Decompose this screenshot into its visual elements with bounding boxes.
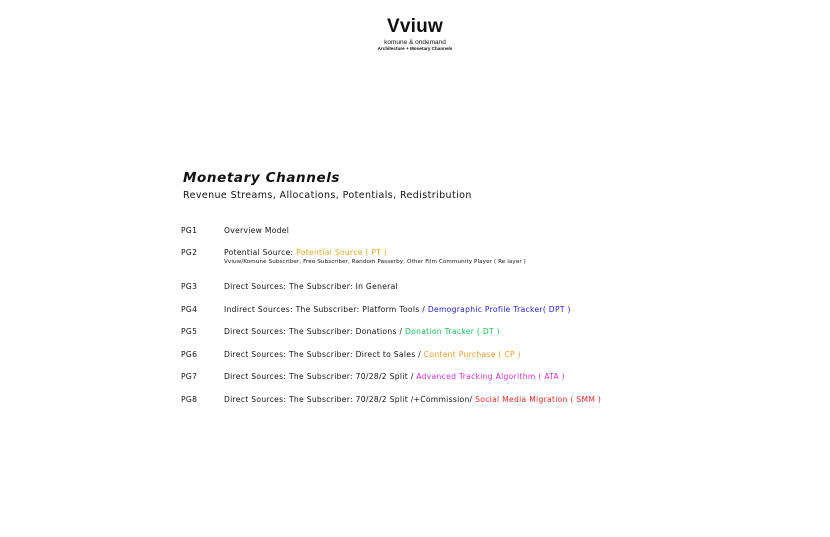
list-item-pg5 [181, 327, 801, 350]
page-description: Direct Sources: The Subscriber: In General [224, 282, 398, 291]
page-description: Overview Model [224, 226, 290, 235]
highlight-smm: Social Media Migration ( SMM ) [475, 394, 602, 404]
page-code: PG8 [181, 394, 198, 404]
page-title: Monetary Channels [183, 170, 341, 186]
list-item-pg1 [181, 226, 801, 248]
list-item-pg3 [181, 282, 801, 305]
highlight-dt: Donation Tracker ( DT ) [405, 327, 500, 336]
page-code: PG7 [181, 372, 198, 381]
page-code: PG5 [181, 327, 198, 336]
page-description: Direct Sources: The Subscriber: 70/28/2 Split / Advanced Tracking Algorithm ( ATA ) [224, 372, 565, 381]
page-note: Vviuw/Komune Subscriber, Free Subscriber, Random Passerby, Other Film Community Player ( Re layer ) [224, 259, 526, 265]
brand-logo-text: Vviuw [387, 16, 443, 37]
list-item-pg8 [181, 395, 801, 418]
highlight-pt: Potential Source ( PT ) [296, 248, 388, 257]
header [0, 16, 830, 52]
page-description: Direct Sources: The Subscriber: Donations / Donation Tracker ( DT ) [224, 327, 500, 336]
list-item-pg2 [181, 248, 801, 282]
brand-subtitle: Architecture + Monetary Channels [377, 46, 453, 51]
list-item-pg7 [181, 372, 801, 395]
page-code: PG6 [181, 349, 198, 359]
page-description: Indirect Sources: The Subscriber: Platform Tools / Demographic Profile Tracker( DPT ) [224, 304, 571, 314]
list-item-pg4 [181, 305, 801, 328]
highlight-dpt: Demographic Profile Tracker( DPT ) [427, 304, 571, 314]
page-subtitle: Revenue Streams, Allocations, Potentials, Redistribution [183, 190, 472, 201]
page-code: PG1 [181, 226, 198, 235]
page-index-list [181, 226, 801, 417]
list-item-pg6 [181, 350, 801, 373]
page-code: PG3 [181, 282, 198, 291]
highlight-ata: Advanced Tracking Algorithm ( ATA ) [416, 372, 565, 381]
page-description: Direct Sources: The Subscriber: 70/28/2 Split /+Commission/ Social Media Migration ( SMM ) [224, 394, 602, 404]
highlight-cp: Content Purchase ( CP ) [423, 349, 521, 359]
page-code: PG2 [181, 248, 198, 257]
page-description: Potential Source: Potential Source ( PT ) [224, 248, 388, 257]
brand-tagline: komune & ondemand [384, 39, 446, 46]
page-code: PG4 [181, 304, 198, 314]
page-description: Direct Sources: The Subscriber: Direct to Sales / Content Purchase ( CP ) [224, 349, 521, 359]
